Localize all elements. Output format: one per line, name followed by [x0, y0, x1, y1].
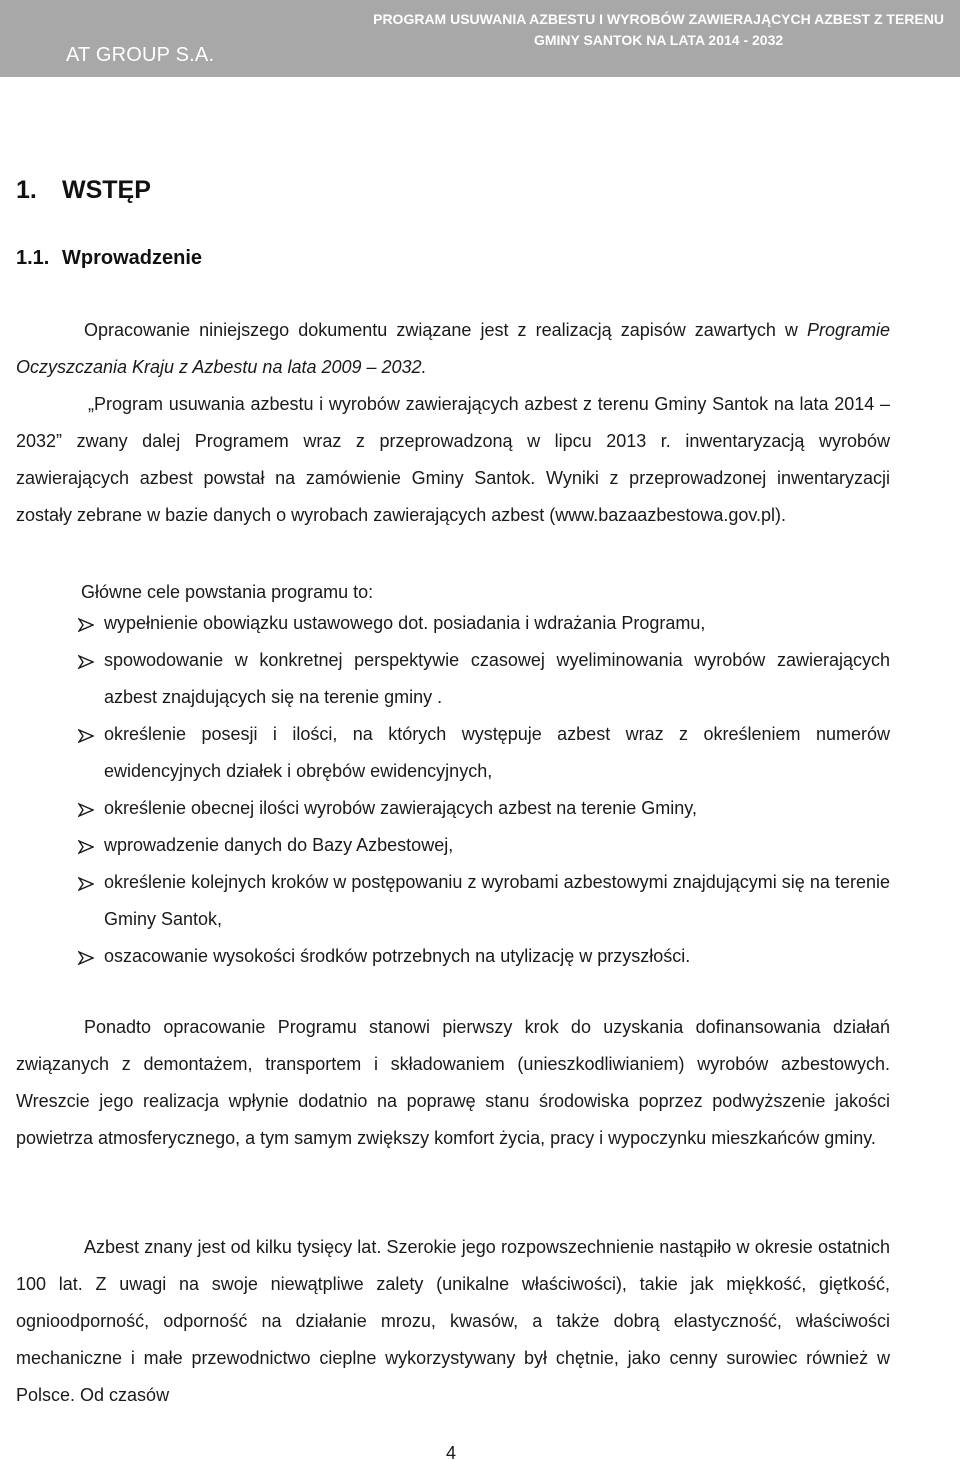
arrowhead-bullet-icon [78, 729, 94, 743]
intro-paragraph-2 [16, 386, 890, 534]
page-number: 4 [446, 1443, 457, 1460]
body-paragraph-3 [16, 1009, 890, 1157]
list-item: spowodowanie w konkretnej perspektywie czasowej wyeliminowania wyrobów zawierających azbest znajdujących się na terenie gminy . [16, 642, 890, 716]
intro-text-2: „Program usuwania azbestu i wyrobów zawierających azbest z terenu Gminy Santok na lata 2014 – 2032” zwany dalej Programem wraz z przeprowadzoną w lipcu 2013 r. inwentaryzacją wyrobów zawierających azbest powstał na zamówienie Gminy Santok. Wyniki z przeprowadzonej inwentaryzacji zostały zebrane w bazie danych o wyrobach zawierających azbest (www.bazaazbestowa.gov.pl). [16, 394, 890, 525]
subsection-number: 1.1. [16, 247, 50, 269]
body-text-4: Azbest znany jest od kilku tysięcy lat. Szerokie jego rozpowszechnienie nastąpiło w okresie ostatnich 100 lat. Z uwagi na swoje niewątpliwe zalety (unikalne właściwości), takie jak miękkość, giętkość, ognioodporność, odporność na działanie mrozu, kwasów, a także dobrą elastyczność, właściwości mechaniczne i małe przewodnictwo cieplne wykorzystywany był chętnie, jako cenny surowiec również w Polsce. Od czasów [16, 1237, 890, 1405]
list-item: określenie posesji i ilości, na których występuje azbest wraz z określeniem numerów ewidencyjnych działek i obrębów ewidencyjnych, [16, 716, 890, 790]
company-name: AT GROUP S.A. [66, 44, 215, 66]
arrowhead-bullet-icon [78, 655, 94, 669]
arrowhead-bullet-icon [78, 951, 94, 965]
intro-paragraph-1 [16, 312, 890, 386]
list-item: wprowadzenie danych do Bazy Azbestowej, [16, 827, 890, 864]
document-title-line1: PROGRAM USUWANIA AZBESTU I WYROBÓW ZAWIERAJĄCYCH AZBEST Z TERENU [373, 11, 944, 27]
arrowhead-bullet-icon [78, 803, 94, 817]
list-item: oszacowanie wysokości środków potrzebnych na utylizację w przyszłości. [16, 938, 890, 975]
list-item: określenie kolejnych kroków w postępowaniu z wyrobami azbestowymi znajdującymi się na terenie Gminy Santok, [16, 864, 890, 938]
section-heading [16, 176, 151, 205]
body-paragraph-4 [16, 1229, 890, 1414]
arrowhead-bullet-icon [78, 877, 94, 891]
goals-title: Główne cele powstania programu to: [81, 582, 374, 602]
subsection-heading [16, 247, 202, 270]
document-title-line2: GMINY SANTOK NA LATA 2014 - 2032 [533, 32, 784, 48]
subsection-title: Wprowadzenie [62, 247, 203, 269]
arrowhead-bullet-icon [78, 840, 94, 854]
intro-text: Opracowanie niniejszego dokumentu związane jest z realizacją zapisów zawartych w [84, 320, 807, 340]
section-title: WSTĘP [62, 176, 151, 204]
list-item: wypełnienie obowiązku ustawowego dot. posiadania i wdrażania Programu, [16, 605, 890, 642]
goals-list [16, 605, 890, 975]
arrowhead-bullet-icon [78, 618, 94, 632]
page-header [0, 0, 960, 77]
program-reference: Programie Oczyszczania Kraju z Azbestu na lata 2009 – 2032. [16, 320, 890, 377]
document-title [373, 9, 944, 51]
body-text-3: Ponadto opracowanie Programu stanowi pierwszy krok do uzyskania dofinansowania działań związanych z demontażem, transportem i składowaniem (unieszkodliwianiem) wyrobów azbestowych. Wreszcie jego realizacja wpłynie dodatnio na poprawę stanu środowiska poprzez podwyższenie jakości powietrza atmosferycznego, a tym samym zwiększy komfort życia, pracy i wypoczynku mieszkańców gminy. [16, 1017, 890, 1148]
list-item: określenie obecnej ilości wyrobów zawierających azbest na terenie Gminy, [16, 790, 890, 827]
section-number: 1. [16, 176, 37, 204]
